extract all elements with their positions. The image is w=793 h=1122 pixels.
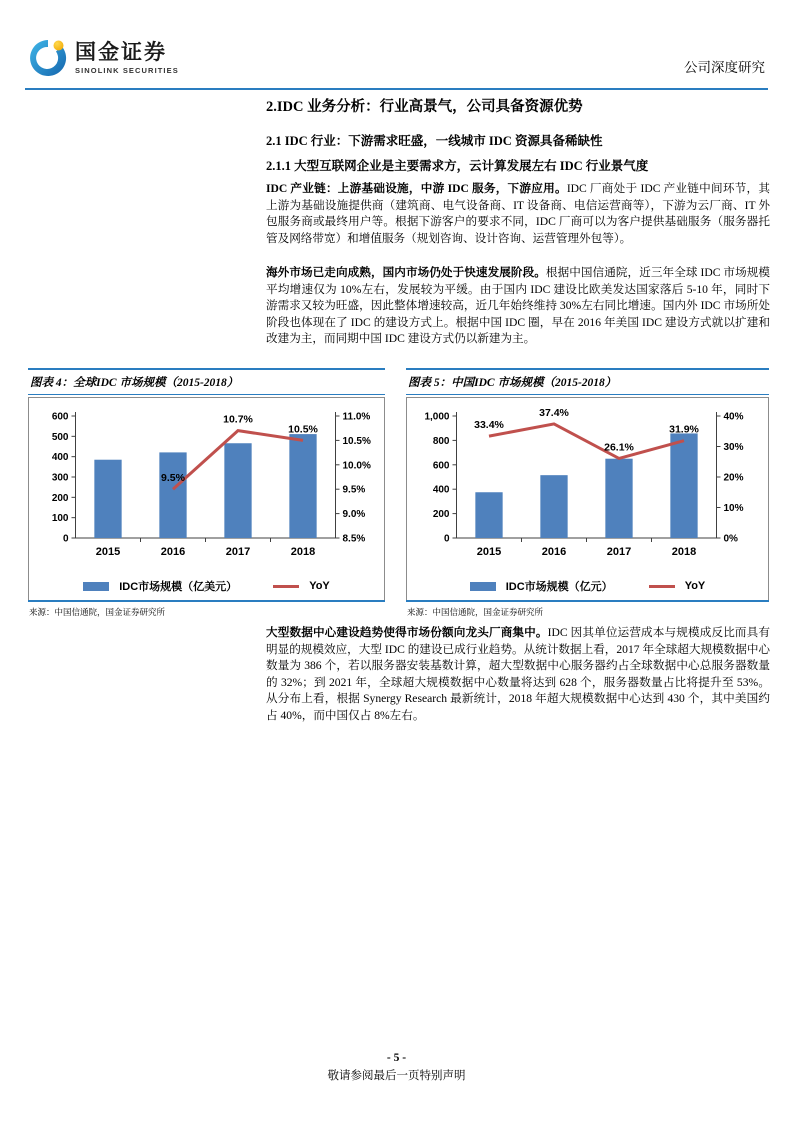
svg-text:2016: 2016 <box>541 546 567 558</box>
svg-text:8.5%: 8.5% <box>342 533 366 545</box>
svg-text:600: 600 <box>51 411 69 423</box>
svg-text:2018: 2018 <box>290 546 316 558</box>
line-legend-label: YoY <box>309 580 330 592</box>
svg-text:26.1%: 26.1% <box>604 441 634 454</box>
svg-text:30%: 30% <box>723 442 744 453</box>
svg-text:9.5%: 9.5% <box>161 472 185 485</box>
paragraph-market-stage <box>266 265 770 348</box>
svg-text:2015: 2015 <box>476 546 502 558</box>
figure-5-chart <box>406 397 769 600</box>
svg-text:33.4%: 33.4% <box>474 419 504 432</box>
logo-cn-label: 国金证券 <box>75 40 167 64</box>
svg-text:600: 600 <box>432 460 450 472</box>
svg-text:300: 300 <box>51 472 69 484</box>
svg-text:2015: 2015 <box>95 546 121 558</box>
figure-4-chart <box>28 397 385 600</box>
footer-disclaimer: 敬请参阅最后一页特别声明 <box>327 1070 466 1082</box>
header-divider <box>25 88 768 90</box>
page-footer <box>0 1052 793 1083</box>
svg-text:11.0%: 11.0% <box>342 411 371 423</box>
sinolink-logo-icon <box>28 38 68 78</box>
subsection-heading: 2.1 IDC 行业：下游需求旺盛，一线城市 IDC 资源具备稀缺性 <box>266 134 603 148</box>
svg-text:40%: 40% <box>723 411 744 423</box>
figure-5-title: 图表 5：中国IDC 市场规模（2015-2018） <box>406 370 769 395</box>
svg-text:9.0%: 9.0% <box>342 509 366 521</box>
svg-text:0%: 0% <box>723 533 738 545</box>
svg-text:0: 0 <box>62 533 69 545</box>
svg-text:200: 200 <box>432 509 450 521</box>
svg-text:200: 200 <box>51 492 69 504</box>
svg-text:0: 0 <box>443 533 450 545</box>
bar-legend-label: IDC市场规模（亿元） <box>505 581 613 593</box>
figure-4-legend <box>29 572 384 600</box>
svg-text:2016: 2016 <box>160 546 186 558</box>
svg-text:20%: 20% <box>723 472 744 484</box>
svg-text:10.5%: 10.5% <box>342 435 371 447</box>
svg-text:9.5%: 9.5% <box>342 484 366 496</box>
svg-text:500: 500 <box>51 431 69 443</box>
svg-text:400: 400 <box>432 484 450 496</box>
svg-text:100: 100 <box>51 513 69 525</box>
figure-5-china-idc <box>406 368 769 618</box>
svg-text:2017: 2017 <box>225 546 251 558</box>
figure-4-chart-canvas <box>29 402 384 572</box>
svg-text:10.0%: 10.0% <box>342 460 371 472</box>
figure-5-source: 来源：中国信通院，国金证券研究所 <box>407 607 544 617</box>
svg-text:31.9%: 31.9% <box>669 423 699 436</box>
line-legend-swatch <box>649 585 675 588</box>
figure-4-title: 图表 4：全球IDC 市场规模（2015-2018） <box>28 370 385 395</box>
line-legend-label: YoY <box>684 580 706 592</box>
svg-text:10.5%: 10.5% <box>288 423 318 436</box>
bar-legend-swatch <box>83 582 109 591</box>
bar-legend-label: IDC市场规模（亿美元） <box>119 581 238 593</box>
paragraph-body: IDC 因其单位运营成本与规模成反比而具有明显的规模效应，大型 IDC 的建设已成行业趋势。从统计数据上看，2017 年全球超大规模数据中心数量为 386 个，若以服务器安装基数计算，超大型数据中心服务器约占全球数据中心总服务器数量的 32%；到 2021 年，全球超大规模数据中心数量将达到 628 个，服务器数量占比将提升至 53%。从分布上看，根据 Synergy Research 最新统计，2018 年超大规模数据中心达到 430 个，其中美国约占 40%，而中国仅占 8%左右。 <box>266 626 771 722</box>
figure-4-global-idc <box>28 368 385 618</box>
svg-text:37.4%: 37.4% <box>539 406 569 419</box>
logo-en-label: SINOLINK SECURITIES <box>75 65 179 75</box>
paragraph-body: IDC 厂商处于 IDC 产业链中间环节，其上游为基础设施提供商（建筑商、电气设备商、IT 设备商、电信运营商等），下游为云厂商、IT 外包服务商或最终用户等。根据下游客户的要求不同，IDC 厂商可以为客户提供基础服务（服务器托管及网络带宽）和增值服务（规划咨询、设计咨询、运营管理外包等）。 <box>266 182 770 245</box>
svg-text:800: 800 <box>432 435 450 447</box>
paragraph-lead: 大型数据中心建设趋势使得市场份额向龙头厂商集中。 <box>266 626 548 639</box>
page-number: - 5 - <box>386 1052 407 1064</box>
sinolink-logo <box>28 38 179 78</box>
svg-text:2018: 2018 <box>671 546 697 558</box>
figure-4-source: 来源：中国信通院，国金证券研究所 <box>29 607 166 617</box>
report-type-label: 公司深度研究 <box>684 60 765 75</box>
svg-text:1,000: 1,000 <box>424 411 450 423</box>
bar-legend-swatch <box>470 582 496 591</box>
svg-text:400: 400 <box>51 452 69 464</box>
paragraph-lead: 海外市场已走向成熟，国内市场仍处于快速发展阶段。 <box>266 266 546 279</box>
page-header <box>28 36 768 84</box>
section-heading: 2.IDC 业务分析：行业高景气，公司具备资源优势 <box>266 99 583 115</box>
svg-text:10%: 10% <box>723 503 744 514</box>
paragraph-idc-chain <box>266 181 770 247</box>
paragraph-hyperscale <box>266 625 770 724</box>
figure-5-legend <box>407 572 768 600</box>
figure-row <box>28 368 769 618</box>
svg-text:2017: 2017 <box>606 546 632 558</box>
figure-5-chart-canvas <box>407 402 768 572</box>
paragraph-body: 根据中国信通院，近三年全球 IDC 市场规模平均增速仅为 10%左右，发展较为平缓。由于国内 IDC 建设比欧美发达国家落后 5-10 年，同时下游需求又较为旺盛，因此整体增速较高，近几年始终维持 30%左右同比增速。国内外 IDC 市场所处阶段也体现在了 IDC 的建设方式上。根据中国 IDC 圈，早在 2016 年美国 IDC 建设方式就以扩建和改建为主，而同期中国 IDC 建设方式仍以新建为主。 <box>266 266 770 345</box>
logo-text <box>75 42 179 75</box>
line-legend-swatch <box>273 585 299 588</box>
subsubsection-heading: 2.1.1 大型互联网企业是主要需求方，云计算发展左右 IDC 行业景气度 <box>266 159 649 173</box>
svg-text:10.7%: 10.7% <box>223 413 253 426</box>
paragraph-lead: IDC 产业链：上游基础设施，中游 IDC 服务，下游应用。 <box>266 182 567 195</box>
